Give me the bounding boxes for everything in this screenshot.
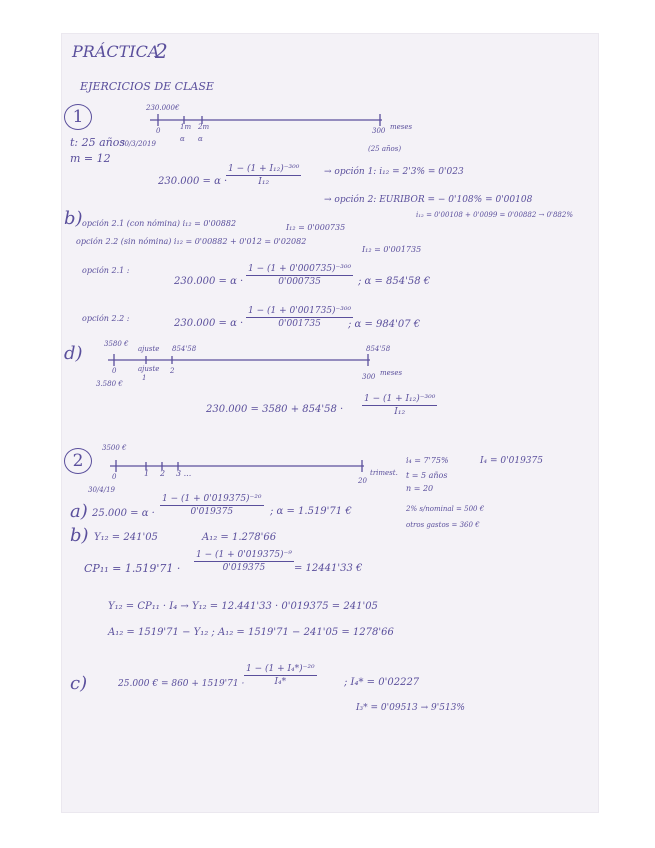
part-2a-fraction (160, 494, 264, 517)
timeline-2-tick-1: 1 (144, 469, 150, 478)
ex1-option-2-rate: i₁₂ = 0'00108 + 0'0099 = 0'00882 → 0'882% (416, 211, 573, 219)
timeline-1-alpha-1: α (180, 135, 185, 143)
cp11-numerator: 1 − (1 + 0'019375)⁻⁹ (196, 550, 292, 560)
timeline-d-below-mid: ajuste (138, 365, 160, 373)
option-21-result: ; α = 854'58 € (358, 276, 431, 287)
ex1-fraction-numerator: 1 − (1 + I₁₂)⁻³⁰⁰ (228, 164, 300, 174)
part-d-denominator: I₁₂ (394, 407, 406, 417)
part-2c-fraction (244, 664, 317, 687)
ex2-commission: 2% s/nominal = 500 € (406, 505, 485, 513)
timeline-2-tick-3: 3 ... (176, 469, 192, 478)
cp11-lhs: CP₁₁ = 1.519'71 · (84, 562, 181, 575)
ex2-effective-rate: I₄ = 0'019375 (480, 456, 543, 466)
part-2b-amortization: A₁₂ = 1.278'66 (202, 532, 277, 543)
timeline-1-tick-1m: 1m (180, 123, 192, 131)
part-d-numerator: 1 − (1 + I₁₂)⁻³⁰⁰ (364, 394, 436, 404)
timeline-d-below-left: 3.580 € (96, 380, 123, 388)
part-b-line-2-rate: I₁₂ = 0'001735 (362, 245, 422, 254)
part-2a-label: a) (70, 501, 88, 522)
timeline-1-tick-0: 0 (156, 127, 161, 135)
y12-calculation: Y₁₂ = CP₁₁ · I₄ → Y₁₂ = 12.441'33 · 0'019375 = 241'05 (108, 601, 378, 612)
ex1-term: t: 25 años (70, 136, 126, 149)
timeline-1-end-note: (25 años) (368, 145, 402, 153)
ex1-fraction-denominator: I₁₂ (258, 177, 270, 187)
cp11-denominator: 0'019375 (222, 563, 266, 573)
part-b-label: b) (64, 208, 83, 229)
ex2-nominal-rate: i₄ = 7'75% (406, 456, 449, 465)
option-22-denominator: 0'001735 (278, 319, 321, 329)
timeline-d-top-right: 854'58 (366, 345, 391, 353)
cp11-fraction (194, 550, 294, 573)
option-21-lhs: 230.000 = α · (174, 276, 244, 287)
ex1-option-2: → opción 2: EURIBOR = − 0'108% = 0'00108 (324, 195, 533, 205)
part-2a-numerator: 1 − (1 + 0'019375)⁻²⁰ (162, 494, 262, 504)
timeline-2-top-value: 3500 € (102, 444, 127, 452)
timeline-1-alpha-2: α (198, 135, 203, 143)
option-22-fraction (246, 306, 353, 329)
part-d-equation-lhs: 230.000 = 3580 + 854'58 · (206, 404, 344, 415)
option-21-fraction (246, 264, 353, 287)
option-21-denominator: 0'000735 (278, 277, 321, 287)
part-2c-numerator: 1 − (1 + I₄*)⁻²⁰ (246, 664, 315, 674)
part-2c-label: c) (70, 673, 88, 694)
page-title: PRÁCTICA (72, 42, 160, 61)
part-2a-lhs: 25.000 = α · (92, 508, 155, 519)
cp11-result: = 12441'33 € (294, 563, 363, 574)
timeline-d-tick-300: 300 (362, 373, 376, 381)
part-b-line-2: opción 2.2 (sin nómina) i₁₂ = 0'00882 + 0'012 = 0'02082 (76, 237, 307, 246)
timeline-d-tick-1: 1 (142, 374, 147, 382)
timeline-2-tick-2: 2 (160, 469, 166, 478)
notebook-sheet (62, 34, 598, 812)
option-22-numerator: 1 − (1 + 0'001735)⁻³⁰⁰ (248, 306, 352, 316)
option-22-lhs: 230.000 = α · (174, 318, 244, 329)
exercise-2-number: 2 (64, 448, 92, 474)
ex1-option-1: → opción 1: i₁₂ = 2'3% = 0'023 (324, 167, 464, 177)
timeline-d-top-left: 3580 € (104, 340, 129, 348)
practice-number: 2 (155, 39, 168, 63)
part-b-line-1: opción 2.1 (con nómina) i₁₂ = 0'00882 (82, 219, 237, 228)
part-d-label: d) (64, 343, 83, 364)
timeline-d-top-mid2: 854'58 (172, 345, 197, 353)
part-2c-result-2: I₃* = 0'09513 → 9'513% (356, 703, 465, 713)
ex1-fraction (226, 164, 301, 187)
part-2c-denominator: I₄* (274, 677, 287, 687)
timeline-d-tick-0: 0 (112, 367, 117, 375)
timeline-2-unit: trimest. (370, 469, 398, 477)
timeline-1-unit: meses (390, 123, 413, 131)
page-subtitle: EJERCICIOS DE CLASE (80, 80, 214, 93)
part-2a-denominator: 0'019375 (190, 507, 234, 517)
timeline-d-tick-2: 2 (170, 367, 175, 375)
a12-calculation: A₁₂ = 1519'71 − Y₁₂ ; A₁₂ = 1519'71 − 241'05 = 1278'66 (108, 627, 394, 638)
part-2c-lhs: 25.000 € = 860 + 1519'71 · (118, 679, 245, 689)
part-2b-label: b) (70, 525, 89, 546)
timeline-d-unit: meses (380, 369, 403, 377)
option-22-label: opción 2.2 : (82, 314, 130, 323)
timeline-1-tick-2m: 2m (198, 123, 210, 131)
option-22-result: ; α = 984'07 € (348, 319, 421, 330)
exercise-1-number: 1 (64, 104, 92, 130)
timeline-d-top-mid1: ajuste (138, 345, 160, 353)
timeline-2-date: 30/4/19 (88, 486, 115, 494)
part-2b-interest: Y₁₂ = 241'05 (94, 532, 158, 543)
timeline-1-date: 30/3/2019 (120, 140, 156, 148)
ex2-periods: n = 20 (406, 484, 434, 493)
part-2a-result: ; α = 1.519'71 € (270, 506, 352, 517)
part-d-fraction (362, 394, 437, 417)
option-21-numerator: 1 − (1 + 0'000735)⁻³⁰⁰ (248, 264, 352, 274)
ex2-other-costs: otros gastos = 360 € (406, 521, 480, 529)
timeline-1-tick-end: 300 (372, 127, 386, 135)
part-b-line-1-rate: I₁₂ = 0'000735 (286, 223, 346, 232)
timeline-2-tick-0: 0 (112, 473, 117, 481)
timeline-2 (110, 458, 372, 474)
timeline-1-top-value: 230.000€ (146, 104, 180, 112)
part-2c-result: ; I₄* = 0'02227 (344, 677, 420, 688)
ex2-term: t = 5 años (406, 471, 448, 480)
ex1-frequency: m = 12 (70, 152, 111, 165)
timeline-2-tick-20: 20 (358, 477, 367, 485)
option-21-label: opción 2.1 : (82, 266, 130, 275)
ex1-equation-lhs: 230.000 = α · (158, 176, 228, 187)
